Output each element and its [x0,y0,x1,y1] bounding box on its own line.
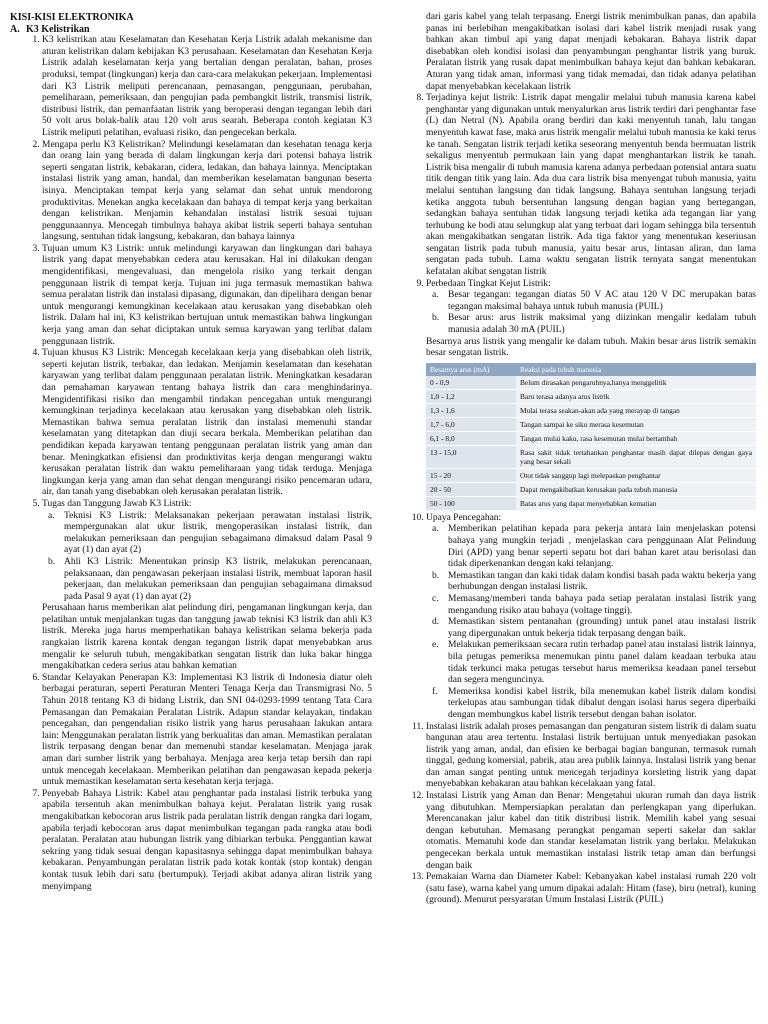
sub-list-marker: f. [432,686,438,697]
sub-list-item [432,570,756,594]
table-row [426,468,756,482]
table-body [426,376,756,511]
sub-list-marker: b. [432,570,440,581]
table-wrapper [426,363,756,511]
list-item [426,872,756,907]
table-cell-current: 0 - 0,9 [426,376,516,390]
sub-list-item [432,593,756,617]
list-item [42,499,372,673]
list-item [42,244,372,348]
list-item-followup: Besarnya arus listrik yang mengalir ke dalam tubuh. Makin besar arus listrik semakin besar sengatan listrik. [426,336,756,359]
table-cell-reaction: Mulai terasa seakan-akan ada yang merayap di tangan [516,403,756,417]
sub-list-text: Melakukan pemeriksaan secara rutin terhadap panel atau instalasi listrik lainnya, bila petugas pemeriksa menemukan pintu panel dalam keadaan terbuka atau tidak terkunci maka petugas tersebut harus memeriksa keadaan panel tersebut dan segera menguncinya. [448,640,756,686]
item-7-continuation: dari garis kabel yang telah terpasang. Energi listrik menimbulkan panas, dan apabila panas ini berlebihan mengakibatkan isolasi dari kabel listrik menjadi rusak yang bahkan akan timbul api yang dapat menjadi kebakaran. Bahaya listrik dapat disebabkan oleh kondisi isolasi dan penyambungan penghantar listrik yang buruk. Peralatan listrik yang rusak dapat menimbulkan bahaya kejut dan bahkan kebakaran. Aturan yang tidak aman, informasi yang tidak memadai, dan tidak adanya pelatihan dapat menyebabkan kecelakaan listrik [426,12,756,92]
sub-list-item [432,686,756,722]
list-item [42,348,372,499]
table-cell-reaction: Tangan mulai kaku, rasa kesemutan mulai bertambah [516,431,756,445]
sub-list-marker: c. [432,593,439,604]
table-cell-current: 1,0 - 1,2 [426,389,516,403]
sub-list-item [48,556,372,603]
table-row [426,445,756,468]
list-item [42,789,372,893]
sub-list-text: Memberikan pelatihan kepada para pekerja antara lain menjelaskan potensi bahaya yang mungkin terjadi , menjelaskan cara penggunaan Alat Pelindung Diri (APD) yang benar seperti sepatu bot dari bahan karet atau berisolasi dan tidak diperkenankan dengan kaki telanjang. [448,524,756,570]
table-row [426,389,756,403]
table-cell-current: 6,1 - 8,0 [426,431,516,445]
list-item-text: Standar Kelayakan Penerapan K3: Implementasi K3 listrik di Indonesia diatur oleh berbagai peraturan, seperti Peraturan Menteri Tenaga Kerja dan Transmigrasi No. 5 Tahun 2018 tentang K3 di bidang Listrik, dan SNI 04-0293-1999 tentang Tata Cara Pemasangan dan Pemakaian Peralatan Listrik. Adapun standar kelayakan, tindakan pencegahan, dan pengendalian risiko listrik yang harus perusahaan lakukan antara lain: Menggunakan peralatan listrik yang berkualitas dan aman. Memastikan peralatan listrik terpasang dengan benar dan memenuhi standar keselamatan. Menjaga jarak aman dari sumber listrik yang berbahaya. Menjaga area kerja tetap bersih dan rapi untuk mencegah kecelakaan. Memberikan pelatihan dan pengawasan kepada pekerja untuk memastikan keselamatan serta kesehatan kerja terjaga. [42,672,372,788]
sub-list-marker: b. [48,556,56,567]
list-item [42,673,372,789]
document-title: KISI-KISI ELEKTRONIKA [10,12,134,23]
table-row [426,403,756,417]
sub-list-text: Besar arus: arus listrik maksimal yang diizinkan mengalir kedalam tubuh manusia adalah 30 mA (PUIL) [448,313,756,336]
sub-list-text: Memasang/memberi tanda bahaya pada setiap peralatan instalasi listrik yang mengandung risiko atau bahaya (voltage tinggi). [448,593,756,616]
table-cell-reaction: Tangan sampai ke siku merasa kesemutan [516,417,756,431]
sub-list-text: Teknisi K3 Listrik: Melaksanakan pekerjaan perawatan instalasi listrik, mempergunakan alat ukur listrik, mengoperasikan instalasi listrik, dan melakukan pemeriksaan dan pengujian sebagaimana dimaksud dalam Pasal 9 ayat (1) dan ayat (2) [64,510,372,556]
list-item [426,722,756,792]
sub-list-item [432,313,756,336]
table-header-reaction: Reaksi pada tubuh manusia [516,363,756,376]
left-column [10,12,372,893]
table-row [426,496,756,510]
left-numbered-list [10,35,372,893]
sub-list-marker: a. [432,524,439,535]
sub-list [426,290,756,336]
table-header-row [426,363,756,376]
table-cell-current: 20 - 50 [426,482,516,496]
sub-list-marker: b. [432,313,440,324]
list-item [426,93,756,279]
sub-list-text: Memeriksa kondisi kabel listrik, bila menemukan kabel listrik dalam kondisi terkelupas atau sambungan tidak dibalut dengan isolasi harus segera diperbaiki dengan membungkus kabel listrik tersebut dengan bahan isolator. [448,686,756,720]
right-column [394,12,756,907]
sub-list-item [48,510,372,557]
table-cell-reaction: Rasa sakit tidak tertahankan penghantar masih dapat dilepas dengan gaya yang besar sekali [516,445,756,468]
list-item-text: Tugas dan Tanggung Jawab K3 Listrik: [42,498,192,509]
sub-list-item [432,640,756,686]
sub-list-text: Memastikan tangan dan kaki tidak dalam kondisi basah pada waktu bekerja yang berhubungan dengan instalasi listrik. [448,570,756,593]
table-row [426,417,756,431]
table-header-current: Besarnya arus (mA) [426,363,516,376]
sub-list-text: Ahli K3 Listrik: Menentukan prinsip K3 listrik, melakukan perencanaan, pelaksanaan, dan pengawasan pekerjaan instalasi listrik, membuat laporan hasil pekerjaan, dan melakukan pemeriksaan dan pengujian sebagaimana dimaksud pada Pasal 9 ayat (1) dan ayat (2) [64,556,372,602]
list-item-text: Terjadinya kejut listrik: Listrik dapat mengalir melalui tubuh manusia karena kabel penghantar yang digunakan untuk menyalurkan arus listrik terdiri dari penghantar fase (L) dan Netral (N). Apabila orang berdiri dan kaki menyentuh tanah, lalu tangan menyentuh kawat fase, maka arus listrik mengalir melalui tubuh manusia ke kaki terus ke tanah. Sengatan listrik terjadi ketika seseorang menyentuh benda bermuatan listrik sekaligus menyentuh permukaan lain yang dapat menghantarkan listrik ke tanah. Listrik bisa mengalir di tubuh manusia karena adanya perbedaan potensial antara suatu titik dengan titik yang lain. Ada dua cara listrik bisa menyengat tubuh manusia, yaitu melalui sentuhan langsung dan tidak langsung. Bahaya sentuhan langsung terjadi ketika anggota tubuh bersentuhan langsung dengan bagian yang bertegangan, sedangkan bahaya sentuhan tidak langsung terjadi ketika ada tegangan liar yang terhubung ke bodi atau selungkup alat yang terbuat dari logam sehingga bila tersentuh akan mengakibatkan sengatan listrik. Ada tiga faktor yang menentukan keseriusan sengatan listrik pada tubuh manusia, yaitu besar arus, lintasan aliran, dan lama sengatan pada tubuh. Lama waktu sengatan listrik ternyata sangat menentukan kefatalan akibat sengatan listrik [426,93,757,278]
sub-list-marker: a. [432,290,439,301]
sub-list-text: Memastikan sistem pentanahan (grounding) untuk panel atau instalasi listrik yang dipergunakan untuk bekerja tidak terpasang dengan baik. [448,617,756,639]
list-item-followup: Perusahaan harus memberikan alat pelindung diri, pengamanan lingkungan kerja, dan pelatihan untuk menjalankan tugas dan tanggung jawab teknisi K3 listrik dan ahli K3 listrik. Mereka juga harus memperhatikan bahaya kelistrikan selama bekerja pada rangkaian listrik karena kontak dengan tegangan listrik dapat menyebabkan arus mengalir ke seluruh tubuh, mengakibatkan sengatan listrik dan luka bakar hingga mengakibatkan cedera serius atau bahkan kematian [42,603,372,672]
table-row [426,376,756,390]
right-numbered-list [394,93,756,360]
sub-list-text: Besar tegangan: tegangan diatas 50 V AC atau 120 V DC merupakan batas tegangan maksimal bahaya untuk tubuh manusia (PUIL) [448,290,756,312]
document-page [10,12,760,1016]
sub-list [426,524,756,721]
sub-list-item [432,617,756,640]
list-item [42,140,372,244]
list-item-text: Penyebab Bahaya Listrik: Kabel atau penghantar pada instalasi listrik terbuka yang apabila tersentuh akan menimbulkan bahaya kejut. Peralatan listrik yang rusak mengakibatkan kebocoran arus listrik pada peralatan listrik dengan rangka dari logam, apabila terjadi kebocoran arus dapat menimbulkan tegangan pada rangka atau bodi peralatan. Peralatan atau hubungan listrik yang dibiarkan terbuka. Penggantian kawat sekring yang tidak sesuai dengan kapasitasnya sehingga dapat menimbulkan bahaya kebakaran. Penyambungan peralatan listrik pada kotak kontak (stop kontak) dengan kontak tusuk lebih dari satu (bertumpuk). Terjadi akibat adanya aliran listrik yang menyimpang [42,788,372,892]
section-title-text: K3 Kelistrikan [26,23,90,35]
table-cell-reaction: Batas arus yang dapat menyebabkan kematian [516,496,756,510]
table-cell-reaction: Otot tidak sanggup lagi melepaskan penghantar [516,468,756,482]
current-reaction-table [426,363,756,511]
list-item-text: Upaya Pencegahan: [426,512,502,523]
sub-list-item [432,290,756,313]
sub-list-item [432,524,756,570]
table-cell-reaction: Baru terasa adanya arus listrik [516,389,756,403]
table-row [426,482,756,496]
list-item-text: Mengapa perlu K3 Kelistrikan? Melindungi keselamatan dan kesehatan tenaga kerja dan orang lain yang berada di dalam lingkungan kerja dari potensi bahaya listrik seperti sengatan listrik, kebakaran, cidera, ledakan, dan bahaya lainnya. Menciptakan instalasi listrik yang aman, handal, dan memberikan keselamatan bangunan beserta isinya. Menciptakan tempat kerja yang selamat dan sehat untuk mendorong produktivitas. Menekan angka kecelakaan dan bahaya di tempat kerja yang berkaitan dengan kelistrikan. Menjamin kehandalan instalasi listrik sesuai tujuan penggunaannya. Mencegah timbulnya bahaya akibat listrik seperti bahaya sentuhan langsung, sentuhan tidak langsung, kebakaran, dan bahaya lainnya [42,139,372,243]
sub-list [42,511,372,604]
table-cell-current: 1,7 - 6,0 [426,417,516,431]
list-item [426,791,756,872]
sub-list-marker: d. [432,617,440,628]
list-item-text: Instalasi Listrik yang Aman dan Benar: Mengetahui ukuran rumah dan daya listrik yang dibutuhkan. Mempersiapkan peralatan dan perlengkapan yang diperlukan. Merencanakan jalur kabel dan titik distribusi listrik. Memilih kabel yang sesuai dengan kebutuhan. Memasang perangkat pengaman seperti sakelar dan saklar otomatis. Mematuhi kode dan standar keselamatan listrik yang berlaku. Melakukan pengecekan berkala untuk memastikan instalasi listrik tetap aman dan berfungsi dengan baik [426,791,756,871]
table-cell-reaction: Belum dirasakan pengaruhnya,hanya menggelitik [516,376,756,390]
list-item-text: Perbedaan Tingkat Kejut Listrik: [426,278,551,289]
table-cell-current: 13 - 15,0 [426,445,516,468]
list-item [426,513,756,722]
list-item-text: Tujuan khusus K3 Listrik: Mencegah kecelakaan kerja yang disebabkan oleh listrik, seperti kejutan listrik, terbakar, dan ledakan. Menjamin keselamatan dan kesehatan karyawan yang terlibat dalam penggunaan peralatan listrik. Meningkatkan kesadaran dan pemahaman karyawan tentang bahaya listrik dan cara menghindarinya. Mengidentifikasi risiko dan mengambil tindakan pencegahan untuk mengurangi kemungkinan terjadinya kecelakaan atau kerusakan yang disebabkan oleh listrik. Memastikan bahwa semua peralatan listrik dan instalasi memenuhi standar keselamatan yang ditetapkan dan diuji secara berkala. Memberikan pelatihan dan pendidikan kepada karyawan tentang penggunaan peralatan listrik yang aman dan benar. Meningkatkan efisiensi dan produktivitas kerja dengan mengurangi waktu kerusakan peralatan listrik dan waktu pemeliharaan yang tidak terduga. Menjaga lingkungan kerja yang aman dan sehat dengan mengurangi risiko pencemaran udara, air, dan tanah yang disebabkan oleh kerusakan peralatan listrik. [42,348,372,498]
right-numbered-list-continued [394,513,756,907]
list-item [426,279,756,360]
list-item-text: Instalasi listrik adalah proses pemasangan dan pengaturan sistem listrik di dalam suatu bangunan atau area tertentu. Instalasi listrik bertujuan untuk menyediakan pasokan listrik yang aman, andal, dan efisien ke berbagai bagian bangunan, termasuk rumah tinggal, gedung komersial, pabrik, atau area publik lainnya. Instalasi listrik yang benar dan aman sangat penting untuk mencegah terjadinya korsleting listrik yang dapat menyebabkan kebakaran atau bahkan kecelakaan yang fatal. [426,721,756,790]
sub-list-marker: a. [48,510,55,521]
table-cell-current: 1,3 - 1,6 [426,403,516,417]
sub-list-marker: e. [432,640,439,651]
table-row [426,431,756,445]
table-cell-current: 50 - 100 [426,496,516,510]
section-marker: A. [10,23,20,35]
table-cell-reaction: Dapat mengakibatkan kerusakan pada tubuh manusia [516,482,756,496]
table-cell-current: 15 - 20 [426,468,516,482]
list-item-text: Pemakaian Warna dan Diameter Kabel: Kebanyakan kabel instalasi rumah 220 volt (satu fase), warna kabel yang umum dipakai adalah: Hitam (fase), biru (netral), kuning (ground). Menurut persyaratan Umum Instalasi Listrik (PUIL) [426,872,756,906]
list-item [42,35,372,139]
list-item-text: Tujuan umum K3 Listrik: untuk melindungi karyawan dan lingkungan dari bahaya listrik yang dapat menyebabkan cedera atau kerusakan. Hal ini dilakukan dengan mengidentifikasi, mengevaluasi, dan mengelola risiko yang terkait dengan penggunaan listrik di tempat kerja. Tujuan ini juga termasuk memastikan bahwa semua peralatan listrik dan instalasi dipasang, digunakan, dan dipelihara dengan benar untuk mengurangi kemungkinan kecelakaan atau kerusakan yang disebabkan oleh listrik. Dalam hal ini, K3 kelistrikan bertujuan untuk memastikan bahwa lingkungan kerja yang aman dan sehat diciptakan untuk semua karyawan yang terlibat dalam penggunaan listrik. [42,243,372,347]
list-item-text: K3 kelistrikan atau Keselamatan dan Kesehatan Kerja Listrik adalah mekanisme dan aturan kelistrikan dalam kebijakan K3 perusahaan. Keselamatan dan Kesehatan Kerja Listrik adalah keselamatan kerja yang bertalian dengan peralatan, bahan, proses produksi, tempat (lingkungan) kerja dan cara-cara melakukan pekerjaan. Implementasi dari K3 Listrik meliputi perencanaan, pemasangan, penggunaan, perubahan, pemeliharaan, pemeriksaan, dan pengujian pada pembangkit listrik, transmisi listrik, distribusi listrik, dan pemanfaatan listrik yang beroperasi dengan tegangan lebih dari 50 volt arus bolak-balik atau 120 volt arus searah. Beberapa contoh kegiatan K3 Listrik meliputi pelatihan, evaluasi risiko, dan pengecekan berkala. [42,35,372,138]
section-heading [10,24,372,36]
